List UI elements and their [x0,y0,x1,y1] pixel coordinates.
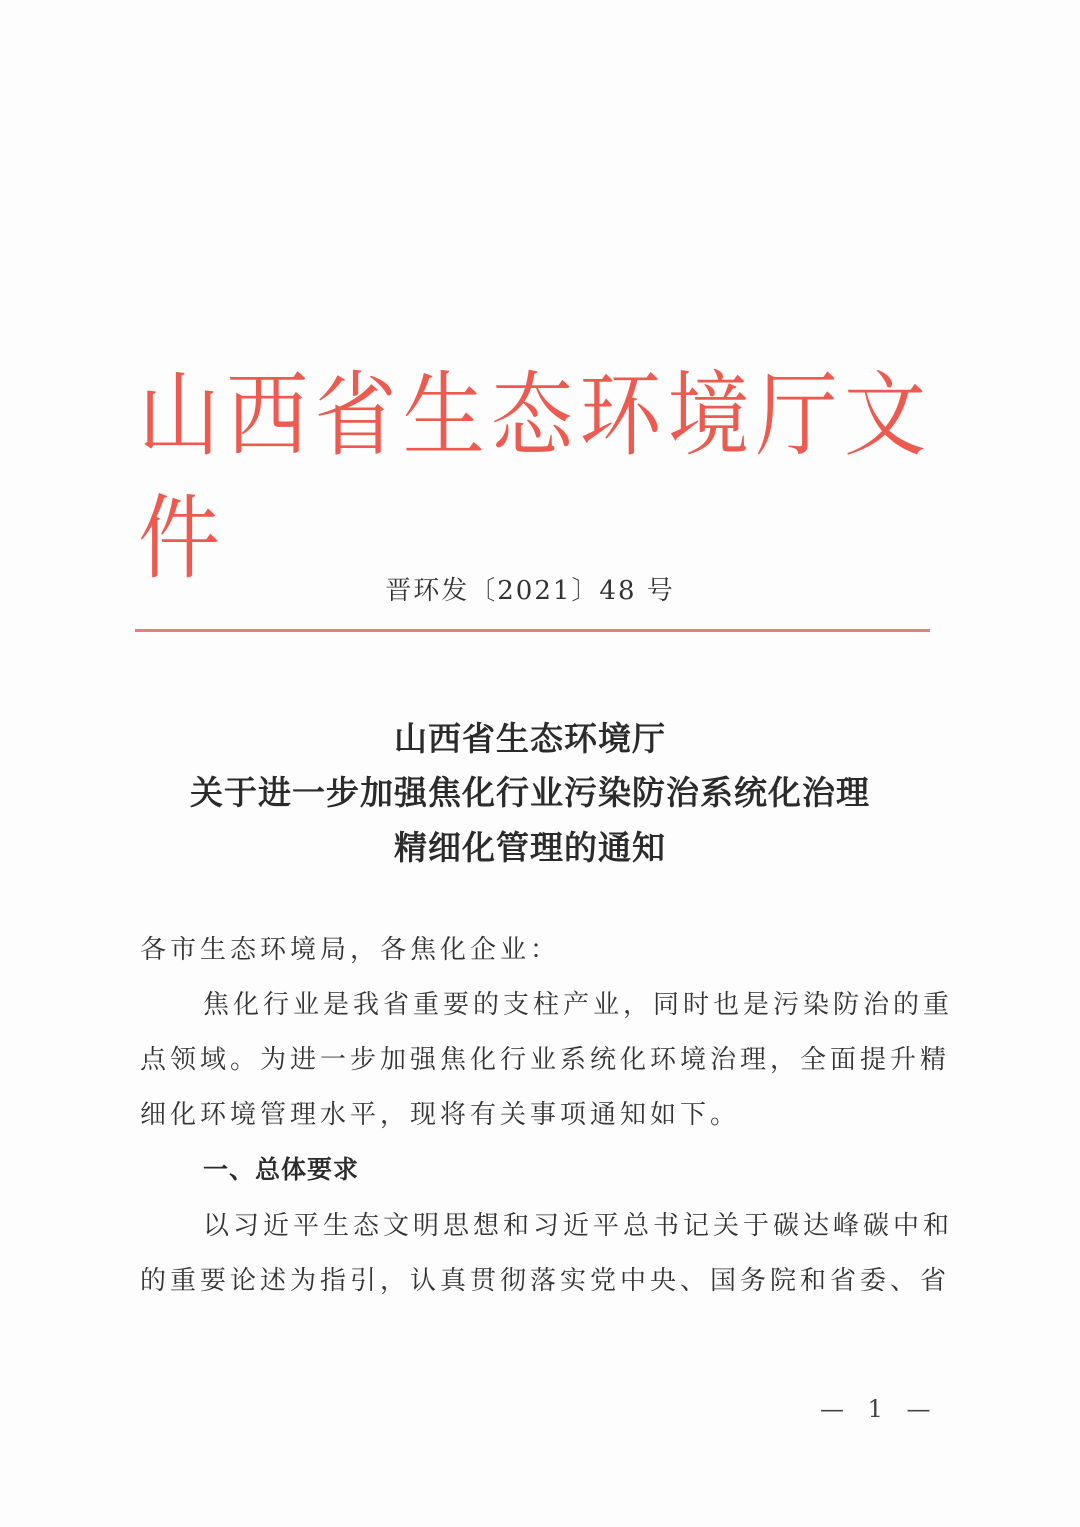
section-paragraph-line-2: 的重要论述为指引，认真贯彻落实党中央、国务院和省委、省 [140,1266,951,1296]
notice-title-line-3: 精细化管理的通知 [394,828,666,867]
salutation: 各市生态环境局，各焦化企业： [140,935,561,965]
document-number: 晋环发〔2021〕48 号 [385,576,675,606]
intro-paragraph-line-3: 细化环境管理水平，现将有关事项通知如下。 [140,1100,741,1130]
intro-paragraph-line-2: 点领域。为进一步加强焦化行业系统化环境治理，全面提升精 [140,1045,951,1075]
page-number: — 1 — [820,1395,939,1423]
section-paragraph-line-1: 以习近平生态文明思想和习近平总书记关于碳达峰碳中和 [203,1211,954,1241]
notice-title-line-2: 关于进一步加强焦化行业污染防治系统化治理 [190,773,870,812]
section-heading: 一、总体要求 [203,1155,360,1184]
notice-title-line-1: 山西省生态环境厅 [394,719,666,758]
masthead-title: 山西省生态环境厅文件 [138,362,928,593]
red-divider-line [135,629,930,632]
intro-paragraph-line-1: 焦化行业是我省重要的支柱产业，同时也是污染防治的重 [203,990,954,1020]
